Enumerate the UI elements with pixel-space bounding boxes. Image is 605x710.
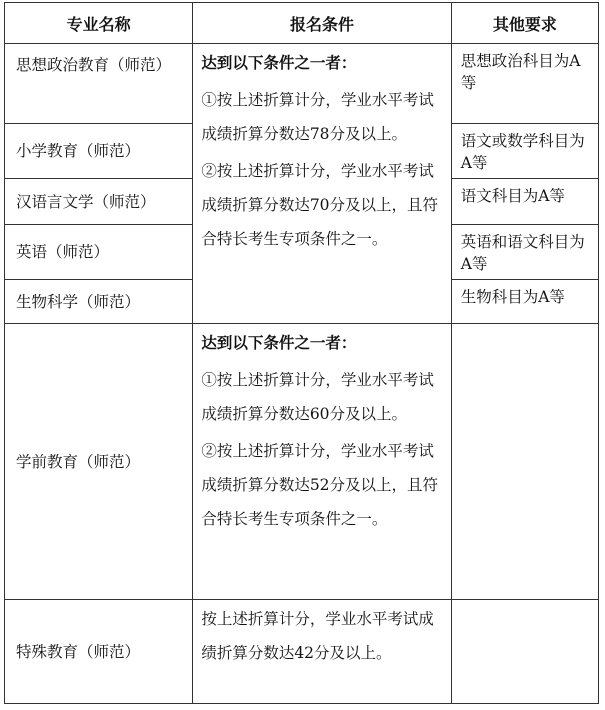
condition-item: ②按上述折算计分，学业水平考试成绩折算分数达52分及以上，且符合特长考生专项条件之一。 bbox=[201, 442, 439, 528]
condition-lead: 达到以下条件之一者： bbox=[201, 333, 357, 352]
header-row bbox=[5, 3, 599, 44]
header-major-name: 专业名称 bbox=[5, 3, 193, 44]
conditions-cell bbox=[193, 324, 451, 600]
other-requirement: 语文科目为A等 bbox=[451, 179, 598, 225]
condition-item: ①按上述折算计分，学业水平考试成绩折算分数达60分及以上。 bbox=[201, 371, 434, 423]
major-name: 汉语言文学（师范） bbox=[5, 179, 193, 225]
major-name: 生物科学（师范） bbox=[5, 280, 193, 324]
table-row bbox=[5, 600, 599, 704]
other-requirement bbox=[451, 324, 598, 600]
major-name: 特殊教育（师范） bbox=[5, 600, 193, 704]
header-conditions: 报名条件 bbox=[193, 3, 451, 44]
condition-item: ①按上述折算计分，学业水平考试成绩折算分数达78分及以上。 bbox=[201, 91, 434, 143]
major-name: 学前教育（师范） bbox=[5, 324, 193, 600]
other-requirement: 语文或数学科目为A等 bbox=[451, 124, 598, 179]
other-requirement: 英语和语文科目为A等 bbox=[451, 225, 598, 280]
condition-item: ②按上述折算计分，学业水平考试成绩折算分数达70分及以上，且符合特长考生专项条件之一。 bbox=[201, 162, 439, 248]
other-requirement: 思想政治科目为A等 bbox=[451, 44, 598, 124]
table-row bbox=[5, 324, 599, 600]
conditions-cell bbox=[193, 44, 451, 324]
admission-requirements-table bbox=[4, 2, 599, 704]
condition-item: 按上述折算计分，学业水平考试成绩折算分数达42分及以上。 bbox=[201, 610, 434, 662]
major-name: 英语（师范） bbox=[5, 225, 193, 280]
major-name: 思想政治教育（师范） bbox=[5, 44, 193, 124]
table-row bbox=[5, 44, 599, 124]
header-other-requirements: 其他要求 bbox=[451, 3, 598, 44]
other-requirement bbox=[451, 600, 598, 704]
other-requirement: 生物科目为A等 bbox=[451, 280, 598, 324]
conditions-cell bbox=[193, 600, 451, 704]
condition-lead: 达到以下条件之一者： bbox=[201, 53, 357, 72]
major-name: 小学教育（师范） bbox=[5, 124, 193, 179]
